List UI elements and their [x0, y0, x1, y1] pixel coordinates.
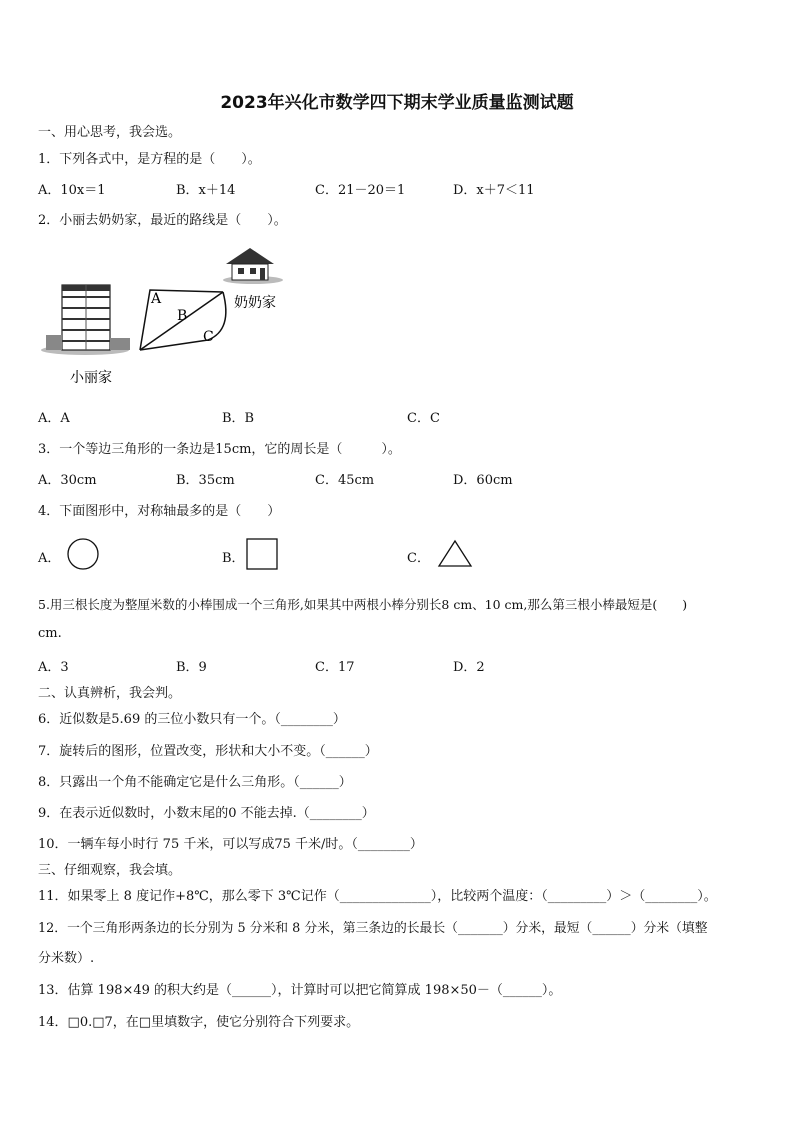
question-3: 3．一个等边三角形的一条边是15cm，它的周长是（ ）。	[38, 442, 401, 457]
q3-option-c: C．45cm	[315, 473, 375, 488]
question-7: 7．旋转后的图形，位置改变，形状和大小不变。（______）	[38, 744, 378, 759]
section-3-heading: 三、仔细观察，我会填。	[38, 863, 182, 878]
q2-option-c: C．C	[407, 411, 440, 426]
q1-option-b: B．x＋14	[176, 183, 236, 198]
question-5-cont: cm.	[38, 626, 62, 641]
apartment-building-icon	[41, 285, 130, 355]
question-4: 4．下面图形中，对称轴最多的是（ ）	[38, 504, 281, 519]
q4-option-b: B．	[222, 551, 245, 566]
route-figure	[38, 240, 308, 395]
circle-shape	[66, 537, 102, 573]
house-icon	[223, 248, 283, 284]
triangle-shape	[437, 538, 475, 570]
question-10: 10．一辆车每小时行 75 千米，可以写成75 千米/时。（________）	[38, 837, 423, 852]
question-2: 2．小丽去奶奶家，最近的路线是（ ）。	[38, 213, 287, 228]
q5-option-a: A．3	[38, 660, 69, 675]
q1-option-d: D．x＋7＜11	[453, 183, 535, 198]
question-14: 14．□0.□7，在□里填数字，使它分别符合下列要求。	[38, 1015, 360, 1030]
route-label-a: A	[151, 291, 162, 307]
section-2-heading: 二、认真辨析，我会判。	[38, 686, 182, 701]
question-11: 11．如果零上 8 度记作+8℃，那么零下 3℃记作（______________），比较两个温度：（_________）＞（________）。	[38, 889, 717, 904]
label-xiaoli-home: 小丽家	[70, 370, 112, 386]
q2-option-a: A．A	[38, 411, 70, 426]
q4-option-c: C．	[407, 551, 430, 566]
section-1-heading: 一、用心思考，我会选。	[38, 125, 182, 140]
question-5: 5.用三根长度为整厘米数的小棒围成一个三角形,如果其中两根小棒分别长8 cm、10 cm,那么第三根小棒最短是( )	[38, 597, 688, 612]
question-8: 8．只露出一个角不能确定它是什么三角形。（______）	[38, 775, 352, 790]
q5-option-c: C．17	[315, 660, 355, 675]
question-1: 1．下列各式中，是方程的是（ ）。	[38, 152, 261, 167]
q1-option-c: C．21－20＝1	[315, 183, 406, 198]
page-title: 2023年兴化市数学四下期末学业质量监测试题	[220, 93, 574, 113]
question-9: 9．在表示近似数时，小数末尾的0 不能去掉.（________）	[38, 806, 375, 821]
route-label-c: C	[203, 329, 214, 345]
question-12: 12．一个三角形两条边的长分别为 5 分米和 8 分米，第三条边的长最长（_______）分米，最短（______）分米（填整	[38, 921, 708, 936]
q3-option-a: A．30cm	[38, 473, 97, 488]
question-12-cont: 分米数）.	[38, 951, 95, 966]
label-grandma-home: 奶奶家	[234, 295, 276, 311]
route-label-b: B	[177, 308, 188, 324]
q2-option-b: B．B	[222, 411, 255, 426]
q5-option-b: B．9	[176, 660, 207, 675]
q3-option-b: B．35cm	[176, 473, 235, 488]
q1-option-a: A．10x＝1	[38, 183, 106, 198]
q4-option-a: A．	[38, 551, 61, 566]
q3-option-d: D．60cm	[453, 473, 513, 488]
square-shape	[245, 537, 281, 573]
q5-option-d: D．2	[453, 660, 485, 675]
question-13: 13．估算 198×49 的积大约是（______），计算时可以把它简算成 198×50－（______）。	[38, 983, 562, 998]
question-6: 6．近似数是5.69 的三位小数只有一个。（________）	[38, 712, 346, 727]
